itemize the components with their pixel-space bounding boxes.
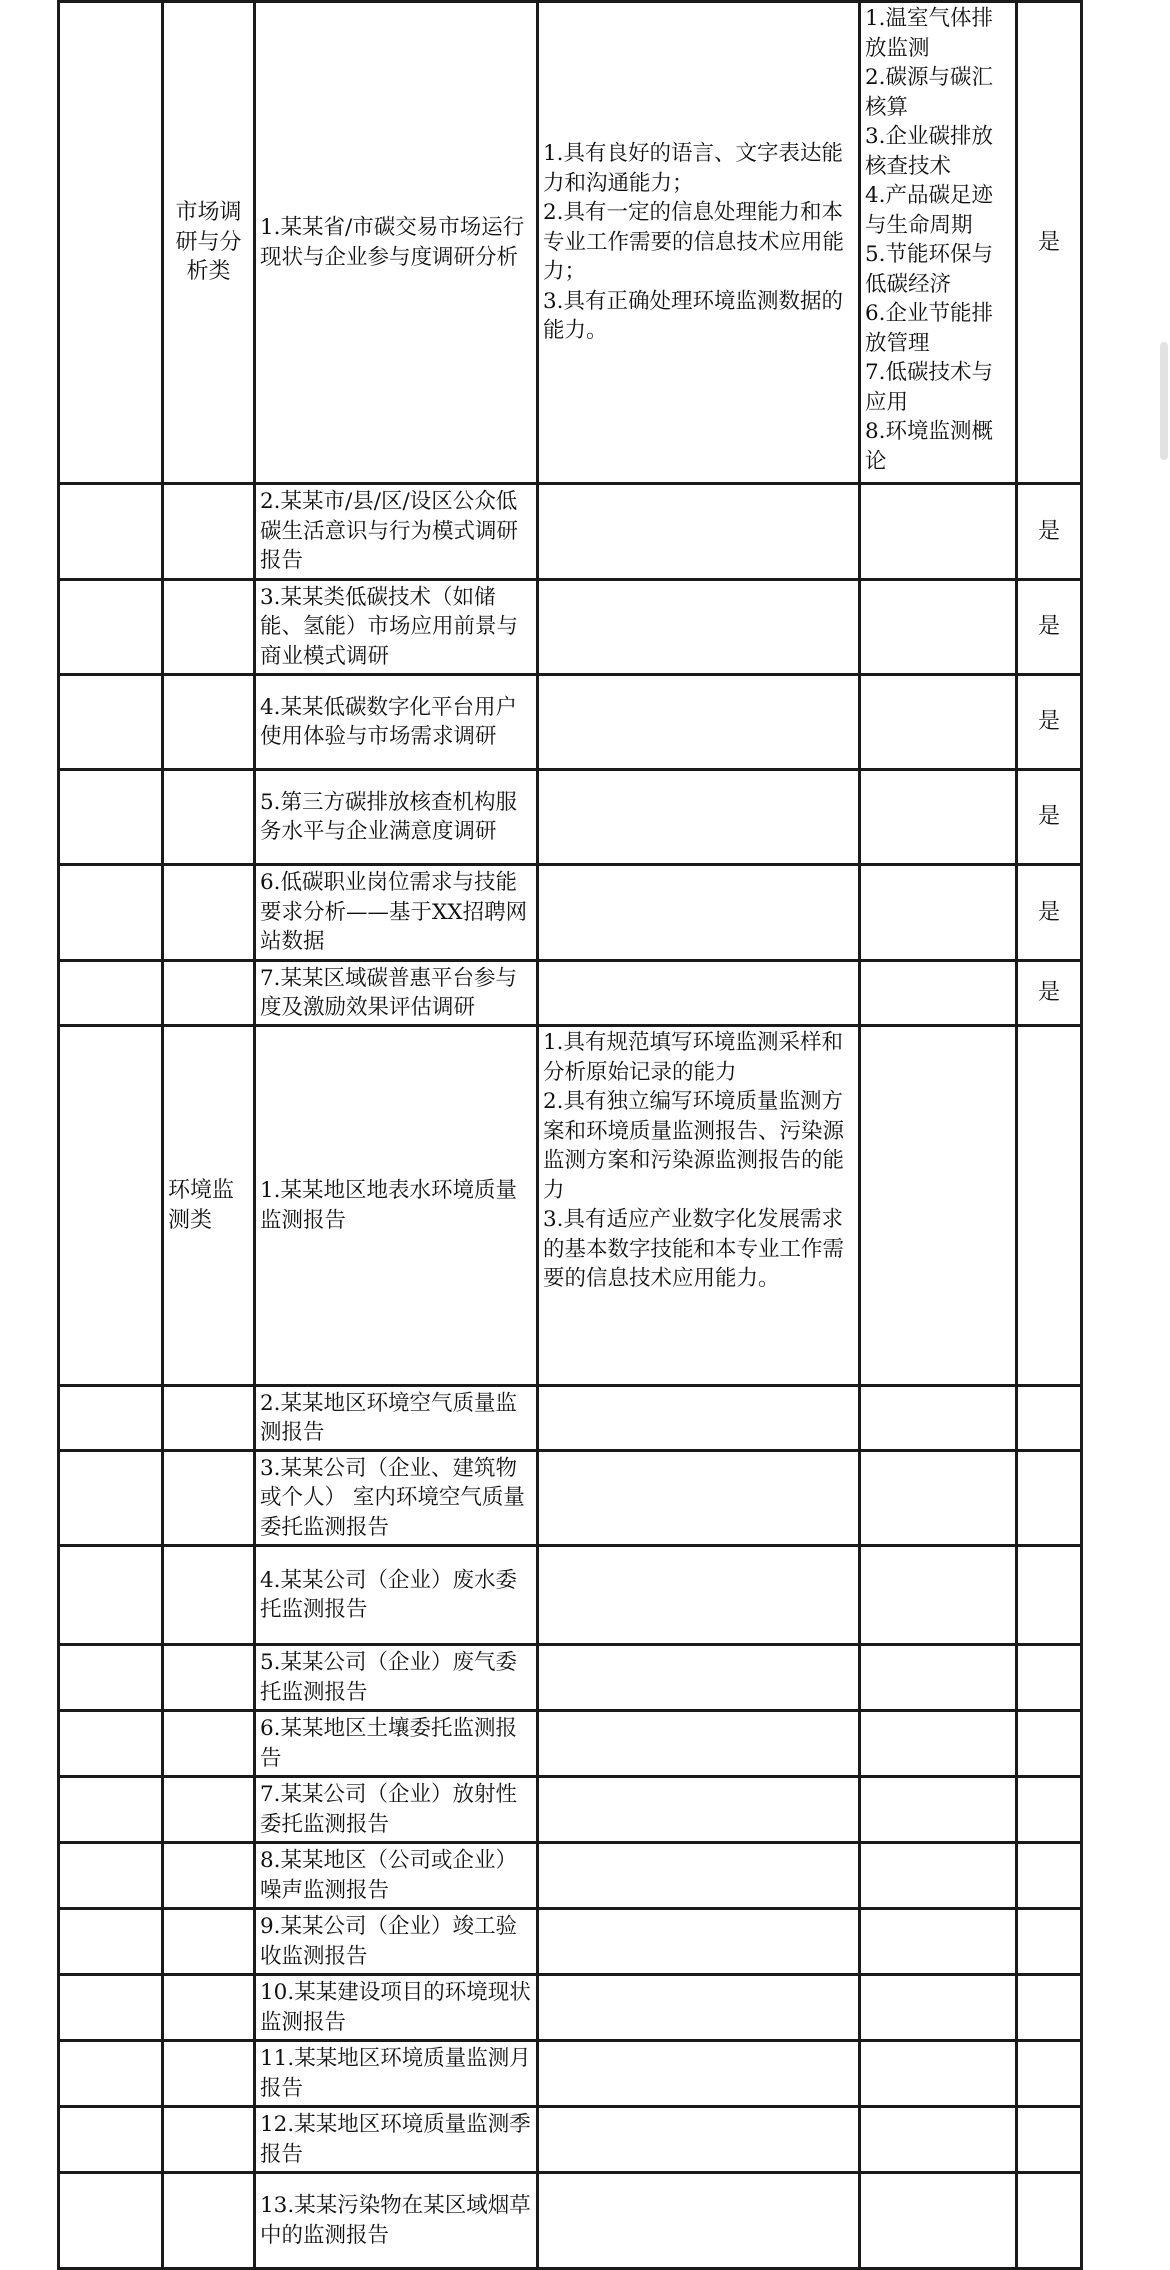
topic-cell: 3.某某类低碳技术（如储能、氢能）市场应用前景与商业模式调研 xyxy=(255,580,538,675)
blank-cell xyxy=(59,1026,163,1386)
table-row xyxy=(59,2173,1082,2269)
blank-cell xyxy=(860,2041,1017,2107)
blank-cell xyxy=(538,484,860,580)
topic-cell: 13.某某污染物在某区域烟草中的监测报告 xyxy=(255,2173,538,2269)
course-line: 4.产品碳足迹与生命周期 xyxy=(865,183,994,238)
flag-cell: 是 xyxy=(1017,675,1082,770)
blank-cell xyxy=(163,2041,255,2107)
course-line: 8.环境监测概论 xyxy=(865,419,994,474)
blank-cell xyxy=(538,1451,860,1546)
blank-cell xyxy=(538,580,860,675)
blank-cell xyxy=(163,1546,255,1645)
requirements-cell xyxy=(538,2,860,484)
blank-cell xyxy=(59,961,163,1026)
blank-cell xyxy=(538,1843,860,1909)
blank-cell xyxy=(538,2107,860,2173)
course-line: 2.碳源与碳汇核算 xyxy=(865,65,994,120)
blank-cell xyxy=(1017,1026,1082,1386)
blank-cell xyxy=(1017,2173,1082,2269)
topic-cell: 12.某某地区环境质量监测季报告 xyxy=(255,2107,538,2173)
blank-cell xyxy=(538,1711,860,1777)
blank-cell xyxy=(163,865,255,961)
requirements-cell xyxy=(538,1026,860,1386)
blank-cell xyxy=(538,865,860,961)
table-row xyxy=(59,2041,1082,2107)
blank-cell xyxy=(59,1546,163,1645)
requirement-line: 3.具有适应产业数字化发展需求的基本数字技能和本专业工作需要的信息技术应用能力。 xyxy=(543,1207,845,1291)
topic-cell: 10.某某建设项目的环境现状监测报告 xyxy=(255,1975,538,2041)
blank-cell xyxy=(860,1711,1017,1777)
topic-cell: 6.某某地区土壤委托监测报告 xyxy=(255,1711,538,1777)
blank-cell xyxy=(538,2173,860,2269)
blank-cell xyxy=(1017,2107,1082,2173)
table-row xyxy=(59,1546,1082,1645)
topic-cell: 3.某某公司（企业、建筑物或个人） 室内环境空气质量委托监测报告 xyxy=(255,1451,538,1546)
course-line: 3.企业碳排放核查技术 xyxy=(865,124,994,179)
scrollbar-thumb[interactable] xyxy=(1160,342,1168,460)
blank-cell xyxy=(163,2107,255,2173)
blank-cell xyxy=(59,1645,163,1711)
blank-cell xyxy=(860,1386,1017,1451)
blank-cell xyxy=(538,2041,860,2107)
blank-cell xyxy=(59,1975,163,2041)
blank-cell xyxy=(538,1777,860,1843)
category-cell: 市场调研与分析类 xyxy=(163,2,255,484)
flag-cell: 是 xyxy=(1017,2,1082,484)
blank-cell xyxy=(860,1777,1017,1843)
topic-cell: 7.某某区域碳普惠平台参与度及激励效果评估调研 xyxy=(255,961,538,1026)
table-row xyxy=(59,1843,1082,1909)
topic-cell: 1.某某省/市碳交易市场运行现状与企业参与度调研分析 xyxy=(255,2,538,484)
blank-cell xyxy=(59,580,163,675)
table-row xyxy=(59,865,1082,961)
table-row xyxy=(59,1975,1082,2041)
topic-cell: 1.某某地区地表水环境质量监测报告 xyxy=(255,1026,538,1386)
blank-cell xyxy=(538,1909,860,1975)
document-page xyxy=(57,0,1083,2270)
blank-cell xyxy=(59,2173,163,2269)
table-row xyxy=(59,1645,1082,1711)
topic-cell: 8.某某地区（公司或企业）噪声监测报告 xyxy=(255,1843,538,1909)
requirement-line: 分析原始记录的能力 xyxy=(543,1059,737,1085)
requirement-line: 1.具有规范填写环境监测采样和 xyxy=(543,1030,844,1055)
table-row xyxy=(59,580,1082,675)
topic-cell: 11.某某地区环境质量监测月报告 xyxy=(255,2041,538,2107)
blank-cell xyxy=(538,1645,860,1711)
requirement-line: 案和环境质量监测报告、污染源监测方案和污染源监测报告的能力 xyxy=(543,1118,845,1203)
table-row xyxy=(59,1909,1082,1975)
topic-cell: 7.某某公司（企业）放射性委托监测报告 xyxy=(255,1777,538,1843)
blank-cell xyxy=(1017,1909,1082,1975)
topic-cell: 2.某某地区环境空气质量监测报告 xyxy=(255,1386,538,1451)
blank-cell xyxy=(1017,1777,1082,1843)
blank-cell xyxy=(860,1975,1017,2041)
course-line: 5.节能环保与低碳经济 xyxy=(865,242,994,297)
blank-cell xyxy=(59,1386,163,1451)
blank-cell xyxy=(163,1386,255,1451)
blank-cell xyxy=(1017,1711,1082,1777)
category-cell: 环境监测类 xyxy=(163,1026,255,1386)
blank-cell xyxy=(860,770,1017,865)
blank-cell xyxy=(163,2173,255,2269)
topic-cell: 6.低碳职业岗位需求与技能要求分析——基于XX招聘网站数据 xyxy=(255,865,538,961)
blank-cell xyxy=(860,865,1017,961)
topic-cell: 2.某某市/县/区/设区公众低碳生活意识与行为模式调研报告 xyxy=(255,484,538,580)
blank-cell xyxy=(163,484,255,580)
flag-cell: 是 xyxy=(1017,865,1082,961)
blank-cell xyxy=(860,484,1017,580)
blank-cell xyxy=(1017,1546,1082,1645)
blank-cell xyxy=(538,1975,860,2041)
blank-cell xyxy=(860,1546,1017,1645)
blank-cell xyxy=(860,1909,1017,1975)
course-line: 7.低碳技术与应用 xyxy=(865,360,994,415)
topic-cell: 5.第三方碳排放核查机构服务水平与企业满意度调研 xyxy=(255,770,538,865)
table-row xyxy=(59,961,1082,1026)
flag-cell: 是 xyxy=(1017,580,1082,675)
table-row xyxy=(59,1026,1082,1386)
blank-cell xyxy=(163,1843,255,1909)
course-line: 6.企业节能排放管理 xyxy=(865,301,994,356)
course-line: 1.温室气体排放监测 xyxy=(865,6,994,61)
table-row xyxy=(59,1386,1082,1451)
blank-cell xyxy=(860,1645,1017,1711)
blank-cell xyxy=(59,675,163,770)
blank-cell xyxy=(59,1711,163,1777)
blank-cell xyxy=(860,2173,1017,2269)
blank-cell xyxy=(59,865,163,961)
blank-cell xyxy=(860,675,1017,770)
blank-cell xyxy=(1017,1645,1082,1711)
blank-cell xyxy=(1017,1451,1082,1546)
blank-cell xyxy=(59,1843,163,1909)
blank-cell xyxy=(538,1546,860,1645)
blank-cell xyxy=(59,2041,163,2107)
graduation-topic-table xyxy=(57,0,1083,2270)
blank-cell xyxy=(860,961,1017,1026)
blank-cell xyxy=(59,2107,163,2173)
blank-cell xyxy=(163,1645,255,1711)
table-row xyxy=(59,770,1082,865)
blank-cell xyxy=(163,1451,255,1546)
table-row xyxy=(59,1451,1082,1546)
blank-cell xyxy=(59,1909,163,1975)
blank-cell xyxy=(59,2,163,484)
blank-cell xyxy=(59,484,163,580)
blank-cell xyxy=(59,1777,163,1843)
topic-cell: 9.某某公司（企业）竣工验收监测报告 xyxy=(255,1909,538,1975)
blank-cell xyxy=(1017,1975,1082,2041)
requirement-line: 2.具有一定的信息处理能力和本专业工作需要的信息技术应用能力； xyxy=(543,200,845,285)
requirement-line: 3.具有正确处理环境监测数据的能力。 xyxy=(543,288,844,344)
blank-cell xyxy=(163,961,255,1026)
blank-cell xyxy=(1017,2041,1082,2107)
blank-cell xyxy=(163,1975,255,2041)
table-row xyxy=(59,2,1082,484)
blank-cell xyxy=(163,1777,255,1843)
blank-cell xyxy=(538,675,860,770)
flag-cell: 是 xyxy=(1017,484,1082,580)
blank-cell xyxy=(860,1026,1017,1386)
table-row xyxy=(59,1711,1082,1777)
topic-cell: 4.某某低碳数字化平台用户使用体验与市场需求调研 xyxy=(255,675,538,770)
requirement-line: 2.具有独立编写环境质量监测方 xyxy=(543,1089,844,1114)
table-row xyxy=(59,484,1082,580)
blank-cell xyxy=(163,675,255,770)
blank-cell xyxy=(1017,1386,1082,1451)
table-row xyxy=(59,675,1082,770)
blank-cell xyxy=(59,1451,163,1546)
table-row xyxy=(59,1777,1082,1843)
blank-cell xyxy=(1017,1843,1082,1909)
flag-cell: 是 xyxy=(1017,770,1082,865)
courses-cell xyxy=(860,2,1017,484)
table-row xyxy=(59,2107,1082,2173)
topic-cell: 5.某某公司（企业）废气委托监测报告 xyxy=(255,1645,538,1711)
blank-cell xyxy=(860,2107,1017,2173)
blank-cell xyxy=(59,770,163,865)
requirement-line: 1.具有良好的语言、文字表达能力和沟通能力； xyxy=(543,141,844,196)
blank-cell xyxy=(163,1909,255,1975)
blank-cell xyxy=(538,961,860,1026)
blank-cell xyxy=(860,1451,1017,1546)
blank-cell xyxy=(538,1386,860,1451)
blank-cell xyxy=(163,580,255,675)
topic-cell: 4.某某公司（企业）废水委托监测报告 xyxy=(255,1546,538,1645)
blank-cell xyxy=(163,770,255,865)
blank-cell xyxy=(538,770,860,865)
blank-cell xyxy=(860,580,1017,675)
blank-cell xyxy=(163,1711,255,1777)
blank-cell xyxy=(860,1843,1017,1909)
flag-cell: 是 xyxy=(1017,961,1082,1026)
